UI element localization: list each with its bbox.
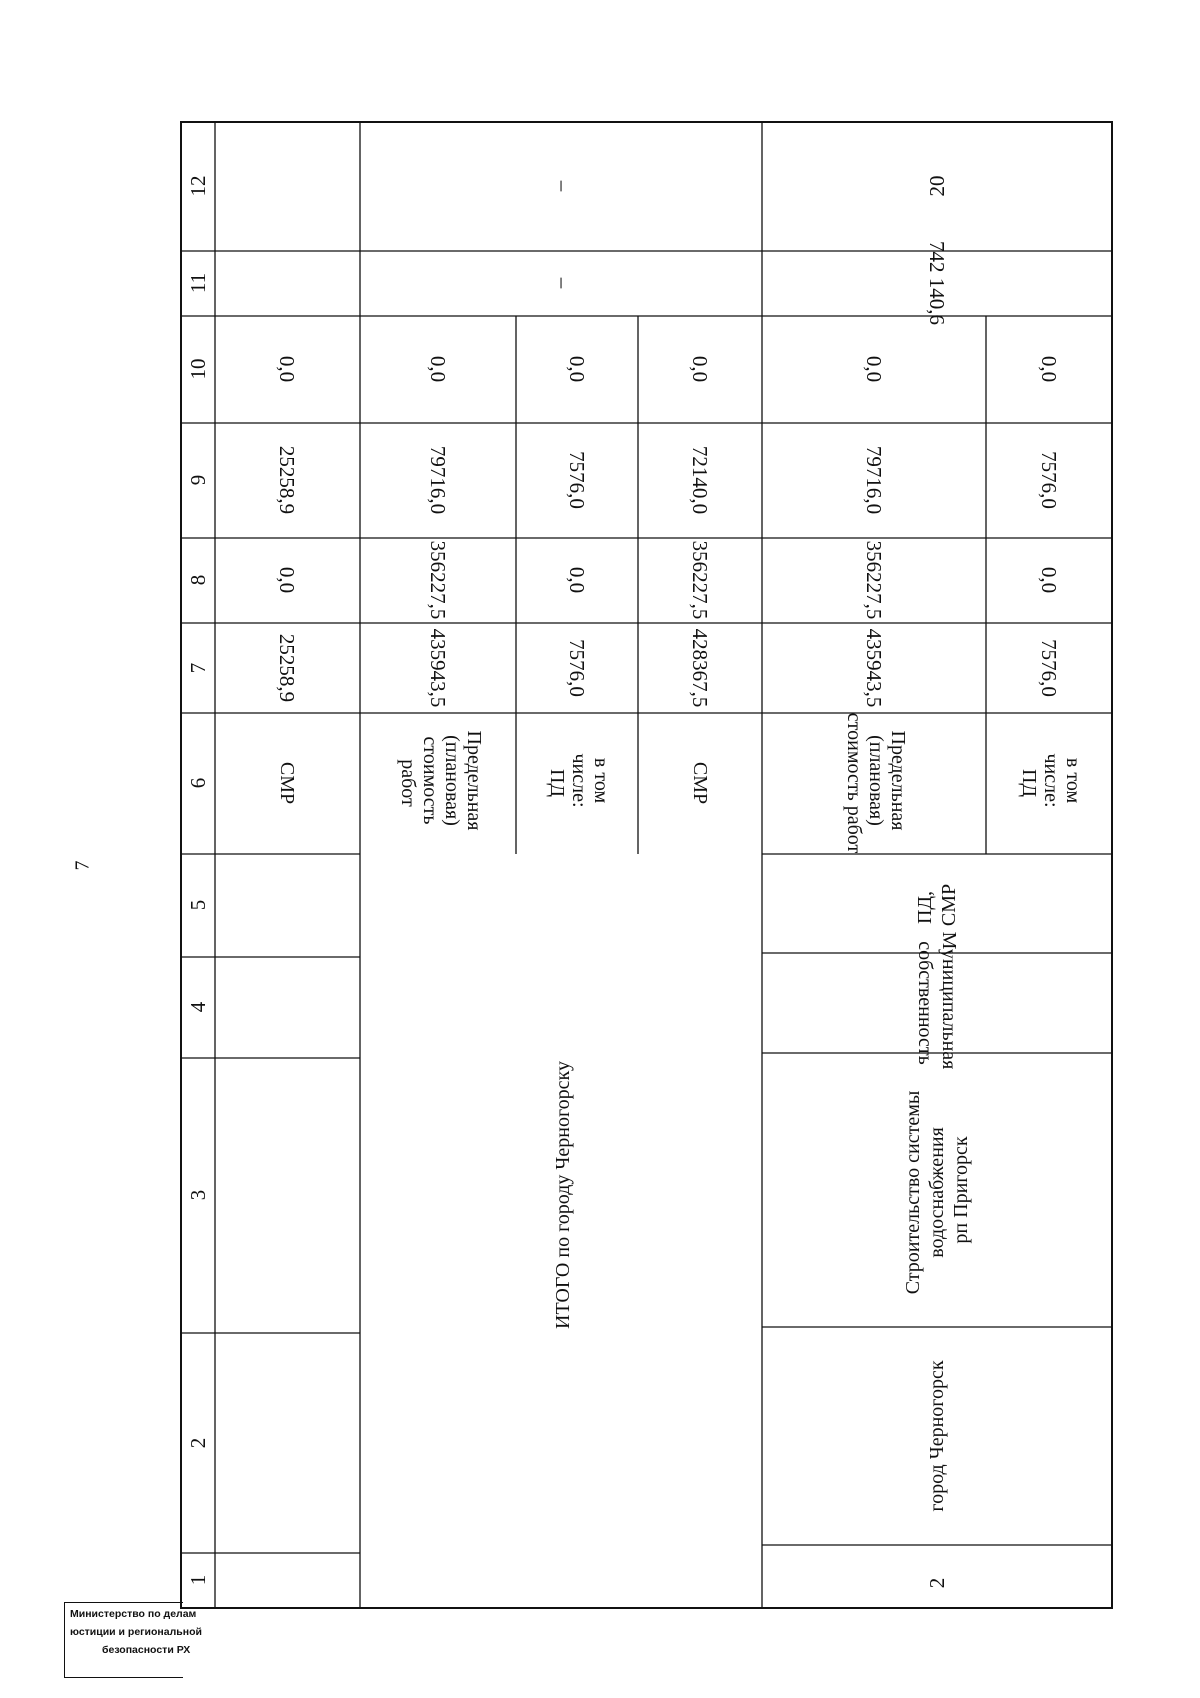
blank-row-col8: 0,0 (275, 566, 299, 594)
project-row-limit (843, 356, 909, 854)
column-number-1: 1 (186, 1574, 210, 1586)
total-row-design-col8: 0,0 (565, 566, 589, 594)
total-row-design-col10: 0,0 (565, 355, 589, 383)
column-number-2: 2 (186, 1437, 210, 1449)
blank-row-col6: СМР (276, 761, 298, 805)
table-grid (181, 122, 1112, 1608)
blank-row-col10: 0,0 (275, 355, 299, 383)
total-row-construction-col8: 356227,5 (688, 540, 712, 620)
ministry-stamp (64, 1602, 260, 1676)
total-row-design (546, 356, 612, 813)
total-label: ИТОГО по городу Черногорску (552, 1061, 574, 1329)
column-number-5: 5 (186, 899, 210, 911)
column-number-8: 8 (186, 574, 210, 586)
total-row-design-col6: в том числе: ПД (546, 753, 612, 808)
table-frame (181, 122, 1112, 1608)
project-row-design (1018, 356, 1084, 813)
project-row-design-col10: 0,0 (1037, 355, 1061, 383)
total-row-limit-col6: Предельная (плановая) стоимость работ (397, 730, 485, 831)
total-row-construction-col10: 0,0 (688, 355, 712, 383)
project-col5: ПД, СМР (914, 883, 960, 927)
project-col12: 20 (925, 175, 949, 197)
total-row-design-col7: 7576,0 (565, 639, 589, 697)
total-col12: – (551, 180, 575, 192)
project-col2: город Черногорск (926, 1360, 948, 1512)
stamp-line-2: юстиции и региональной (70, 1626, 202, 1638)
total-row-limit-col9: 79716,0 (426, 445, 450, 515)
total-row-construction-col9: 72140,0 (688, 445, 712, 515)
project-row-limit-col8: 356227,5 (862, 540, 886, 620)
stamp-line-1: Министерство по делам (70, 1608, 197, 1620)
project-col3: Строительство системы водоснабжения рп Пригорск (902, 1090, 972, 1295)
project-row-design-col6: в том числе: ПД (1018, 753, 1084, 808)
column-number-6: 6 (186, 777, 210, 789)
column-number-9: 9 (186, 474, 210, 486)
column-number-11: 11 (186, 272, 210, 294)
total-row-limit-col10: 0,0 (426, 355, 450, 383)
project-row-limit-col9: 79716,0 (862, 445, 886, 515)
project-row-design-col8: 0,0 (1037, 566, 1061, 594)
total-col11: – (551, 277, 575, 289)
column-number-7: 7 (186, 662, 210, 674)
column-number-10: 10 (186, 358, 210, 380)
total-row-limit (397, 356, 485, 836)
project-col11: 742 140,6 (925, 241, 949, 325)
total-row-limit-col8: 356227,5 (426, 540, 450, 620)
page-number: 7 (71, 860, 94, 871)
project-row-limit-col10: 0,0 (862, 355, 886, 383)
project-col4: Муниципальная собственность (914, 931, 960, 1070)
project-row-design-col9: 7576,0 (1037, 451, 1061, 509)
column-number-3: 3 (186, 1189, 210, 1201)
project-row-design-col7: 7576,0 (1037, 639, 1061, 697)
project-row-limit-col6: Предельная (плановая) стоимость работ (843, 712, 909, 854)
stamp-line-3: безопасности РХ (102, 1644, 191, 1656)
blank-row-col9: 25258,9 (275, 445, 299, 515)
total-row-limit-col7: 435943,5 (426, 628, 450, 708)
column-number-4: 4 (186, 1001, 210, 1013)
column-number-12: 12 (186, 175, 210, 197)
total-row-design-col9: 7576,0 (565, 451, 589, 509)
project-row-limit-col7: 435943,5 (862, 628, 886, 708)
total-row-construction-col7: 428367,5 (688, 628, 712, 708)
total-row-construction-col6: СМР (689, 761, 711, 805)
blank-row-col7: 25258,9 (275, 633, 299, 703)
project-col1: 2 (925, 1577, 949, 1589)
